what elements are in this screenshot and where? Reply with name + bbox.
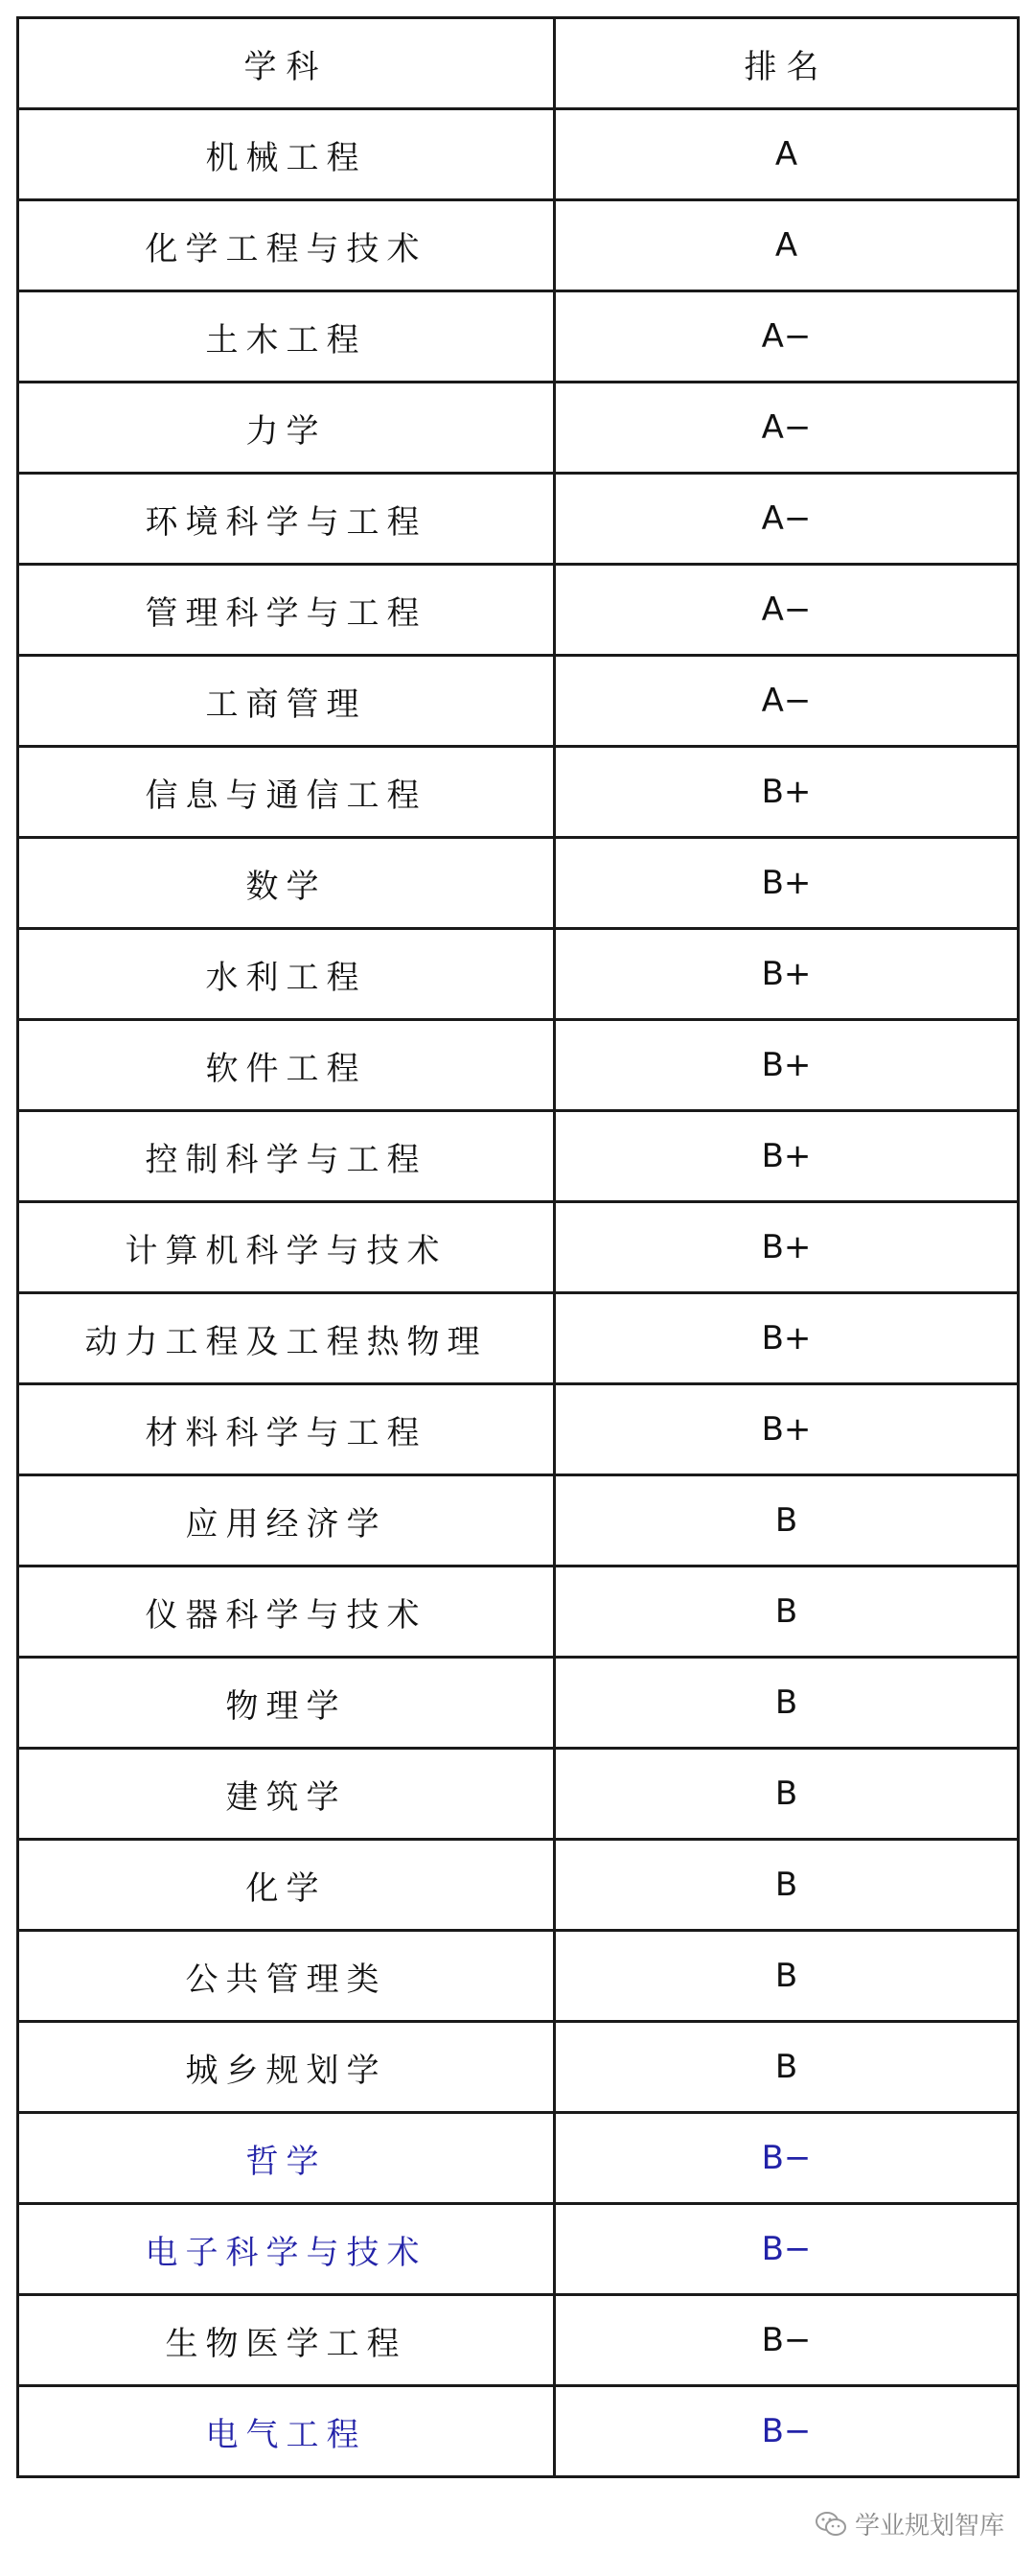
table-row: [18, 2022, 1019, 2113]
subject-cell: 化学: [18, 1840, 555, 1931]
rank-cell: A−: [555, 474, 1019, 565]
subject-cell: 工商管理: [18, 656, 555, 747]
subject-cell: 生物医学工程: [18, 2295, 555, 2386]
subject-cell: 信息与通信工程: [18, 747, 555, 838]
table-row: [18, 474, 1019, 565]
rank-cell: B+: [555, 1111, 1019, 1202]
table-row: [18, 1020, 1019, 1111]
rank-cell: B+: [555, 1020, 1019, 1111]
table-row: [18, 1111, 1019, 1202]
table-row: [18, 656, 1019, 747]
rank-cell: A−: [555, 383, 1019, 474]
rank-cell: B+: [555, 929, 1019, 1020]
rank-cell: B: [555, 1658, 1019, 1749]
subject-cell: 材料科学与工程: [18, 1384, 555, 1475]
rank-cell: A: [555, 200, 1019, 291]
rank-cell: B+: [555, 747, 1019, 838]
rank-cell: B+: [555, 1293, 1019, 1384]
subject-cell: 环境科学与工程: [18, 474, 555, 565]
table-row: [18, 2113, 1019, 2204]
table-row: [18, 1566, 1019, 1658]
rank-cell: B: [555, 2022, 1019, 2113]
rank-cell: B−: [555, 2386, 1019, 2477]
subject-cell: 控制科学与工程: [18, 1111, 555, 1202]
header-row: [18, 18, 1019, 109]
subject-cell: 城乡规划学: [18, 2022, 555, 2113]
rank-cell: B: [555, 1566, 1019, 1658]
table-row: [18, 1931, 1019, 2022]
subject-cell: 电气工程: [18, 2386, 555, 2477]
rank-cell: B−: [555, 2113, 1019, 2204]
subject-cell: 公共管理类: [18, 1931, 555, 2022]
subject-cell: 电子科学与技术: [18, 2204, 555, 2295]
subject-cell: 物理学: [18, 1658, 555, 1749]
table-row: [18, 565, 1019, 656]
table-row: [18, 1749, 1019, 1840]
rank-cell: B+: [555, 838, 1019, 929]
subject-cell: 土木工程: [18, 291, 555, 383]
rank-cell: B+: [555, 1202, 1019, 1293]
subject-cell: 化学工程与技术: [18, 200, 555, 291]
rank-cell: A−: [555, 565, 1019, 656]
ranking-table: [16, 16, 1020, 2478]
rank-cell: B: [555, 1475, 1019, 1566]
table-row: [18, 109, 1019, 200]
subject-cell: 仪器科学与技术: [18, 1566, 555, 1658]
wechat-icon: [815, 2510, 847, 2539]
rank-cell: B−: [555, 2295, 1019, 2386]
subject-cell: 软件工程: [18, 1020, 555, 1111]
rank-cell: A−: [555, 291, 1019, 383]
rank-cell: A−: [555, 656, 1019, 747]
table-body: [18, 109, 1019, 2477]
subject-cell: 哲学: [18, 2113, 555, 2204]
subject-cell: 动力工程及工程热物理: [18, 1293, 555, 1384]
table-row: [18, 1202, 1019, 1293]
table-row: [18, 383, 1019, 474]
rank-cell: B+: [555, 1384, 1019, 1475]
table-row: [18, 2295, 1019, 2386]
table-row: [18, 200, 1019, 291]
table-row: [18, 929, 1019, 1020]
table-row: [18, 838, 1019, 929]
subject-cell: 管理科学与工程: [18, 565, 555, 656]
header-subject: 学科: [18, 18, 555, 109]
rank-cell: B: [555, 1840, 1019, 1931]
subject-cell: 建筑学: [18, 1749, 555, 1840]
subject-cell: 计算机科学与技术: [18, 1202, 555, 1293]
watermark: [811, 2504, 1008, 2543]
rank-cell: B: [555, 1931, 1019, 2022]
table-row: [18, 1840, 1019, 1931]
subject-cell: 机械工程: [18, 109, 555, 200]
rank-cell: B: [555, 1749, 1019, 1840]
rank-cell: A: [555, 109, 1019, 200]
table-row: [18, 1658, 1019, 1749]
header-rank: 排名: [555, 18, 1019, 109]
table-row: [18, 747, 1019, 838]
ranking-table-container: [16, 16, 1017, 2478]
table-row: [18, 2204, 1019, 2295]
table-header: [18, 18, 1019, 109]
subject-cell: 应用经济学: [18, 1475, 555, 1566]
subject-cell: 水利工程: [18, 929, 555, 1020]
table-row: [18, 1384, 1019, 1475]
table-row: [18, 1475, 1019, 1566]
table-row: [18, 1293, 1019, 1384]
rank-cell: B−: [555, 2204, 1019, 2295]
subject-cell: 力学: [18, 383, 555, 474]
table-row: [18, 2386, 1019, 2477]
subject-cell: 数学: [18, 838, 555, 929]
watermark-text: 学业规划智库: [854, 2512, 1004, 2541]
table-row: [18, 291, 1019, 383]
